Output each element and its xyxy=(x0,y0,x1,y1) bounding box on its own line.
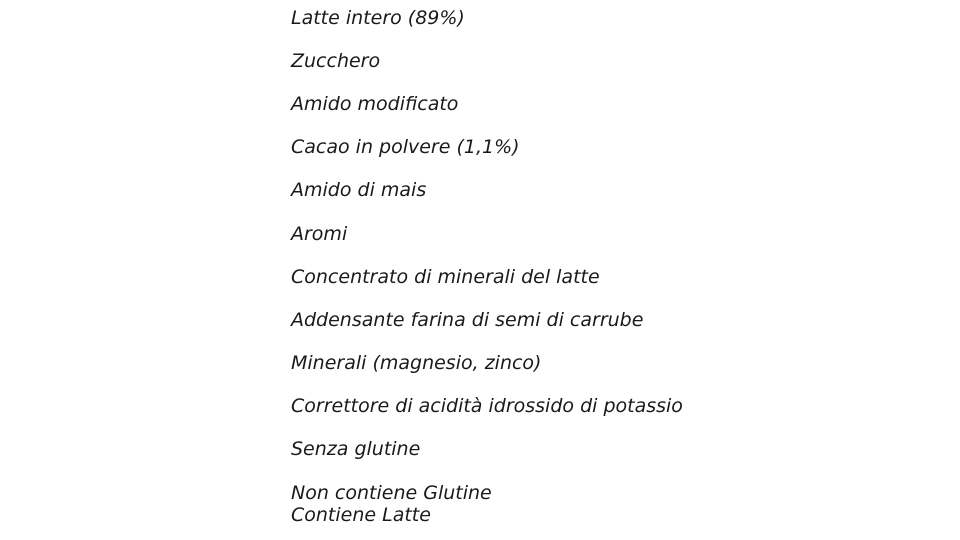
ingredient-item: Latte intero (89%) xyxy=(291,7,465,29)
ingredient-item: Addensante farina di semi di carrube xyxy=(291,309,644,331)
ingredient-item: Senza glutine xyxy=(291,438,421,460)
allergen-gluten-text: Non contiene Glutine xyxy=(291,482,492,504)
allergen-milk-text: Contiene Latte xyxy=(291,504,431,526)
ingredient-item: Cacao in polvere (1,1%) xyxy=(291,136,520,158)
allergen-statement xyxy=(291,482,492,526)
ingredient-item: Correttore di acidità idrossido di potassio xyxy=(291,395,683,417)
ingredient-item: Aromi xyxy=(291,223,348,245)
ingredient-item: Minerali (magnesio, zinco) xyxy=(291,352,542,374)
ingredient-item: Concentrato di minerali del latte xyxy=(291,266,600,288)
ingredient-item: Zucchero xyxy=(291,50,381,72)
ingredient-item: Amido modificato xyxy=(291,93,459,115)
ingredient-item: Amido di mais xyxy=(291,179,427,201)
